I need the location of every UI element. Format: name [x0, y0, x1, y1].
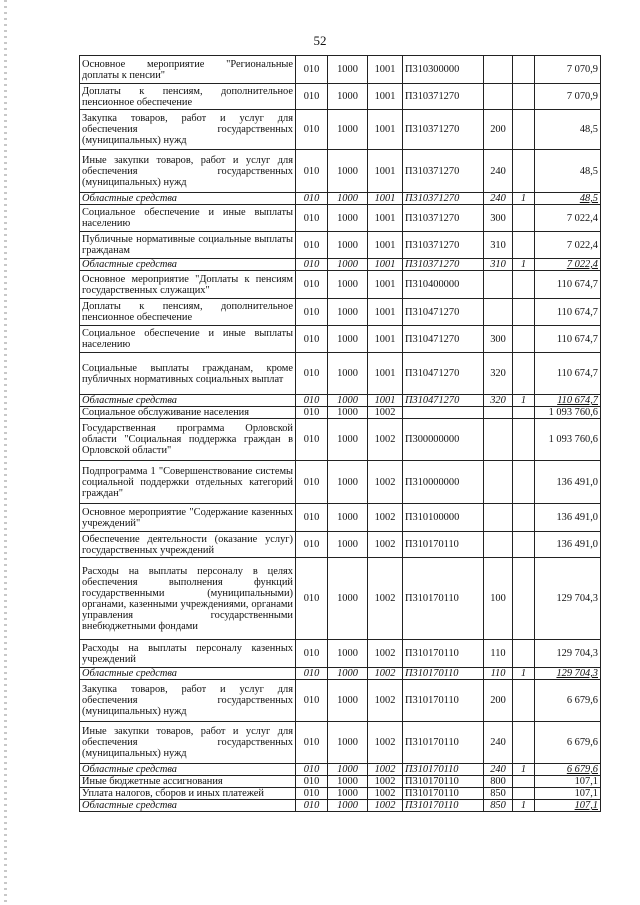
row-name: Областные средства [80, 259, 296, 271]
row-amount: 107,1 [535, 788, 601, 800]
row-expense-type [484, 271, 513, 299]
row-amount: 136 491,0 [535, 461, 601, 504]
row-expense-type: 110 [484, 640, 513, 668]
row-subsection-code: 1002 [368, 722, 403, 764]
row-funding-source [513, 776, 535, 788]
row-target-article: П310100000 [403, 504, 484, 532]
table-row [80, 110, 601, 150]
row-name: Иные закупки товаров, работ и услуг для обеспечения государственных (муниципальных) нужд [80, 722, 296, 764]
row-section-code: 1000 [328, 461, 368, 504]
row-ministry-code: 010 [296, 776, 328, 788]
row-name: Иные закупки товаров, работ и услуг для обеспечения государственных (муниципальных) нужд [80, 150, 296, 193]
row-ministry-code: 010 [296, 150, 328, 193]
row-target-article: П310170110 [403, 776, 484, 788]
row-expense-type: 850 [484, 788, 513, 800]
row-target-article: П310170110 [403, 558, 484, 640]
row-expense-type [484, 407, 513, 419]
row-subsection-code: 1001 [368, 193, 403, 205]
table-row [80, 532, 601, 558]
row-expense-type: 200 [484, 110, 513, 150]
row-funding-source: 1 [513, 764, 535, 776]
row-target-article: П310170110 [403, 668, 484, 680]
row-amount: 48,5 [535, 110, 601, 150]
row-subsection-code: 1002 [368, 764, 403, 776]
row-ministry-code: 010 [296, 395, 328, 407]
table-row [80, 504, 601, 532]
row-amount: 110 674,7 [535, 353, 601, 395]
row-target-article: П310471270 [403, 326, 484, 353]
row-section-code: 1000 [328, 271, 368, 299]
row-section-code: 1000 [328, 558, 368, 640]
row-expense-type: 100 [484, 558, 513, 640]
row-expense-type: 200 [484, 680, 513, 722]
table-row [80, 407, 601, 419]
table-row [80, 299, 601, 326]
table-row [80, 461, 601, 504]
table-row [80, 395, 601, 407]
row-funding-source [513, 205, 535, 232]
row-name: Обеспечение деятельности (оказание услуг) государственных учреждений [80, 532, 296, 558]
row-expense-type: 320 [484, 395, 513, 407]
row-subsection-code: 1002 [368, 668, 403, 680]
table-row [80, 640, 601, 668]
table-row [80, 668, 601, 680]
row-funding-source [513, 461, 535, 504]
row-ministry-code: 010 [296, 110, 328, 150]
row-expense-type: 300 [484, 205, 513, 232]
row-target-article: П310471270 [403, 299, 484, 326]
row-amount: 107,1 [535, 776, 601, 788]
row-target-article: П310371270 [403, 110, 484, 150]
row-expense-type: 320 [484, 353, 513, 395]
row-amount: 48,5 [535, 150, 601, 193]
row-ministry-code: 010 [296, 205, 328, 232]
row-funding-source [513, 150, 535, 193]
row-section-code: 1000 [328, 680, 368, 722]
row-ministry-code: 010 [296, 788, 328, 800]
row-ministry-code: 010 [296, 640, 328, 668]
row-subsection-code: 1002 [368, 419, 403, 461]
table-row [80, 56, 601, 84]
table-row [80, 205, 601, 232]
row-ministry-code: 010 [296, 259, 328, 271]
row-amount: 7 022,4 [535, 259, 601, 271]
row-ministry-code: 010 [296, 504, 328, 532]
row-name: Социальное обеспечение и иные выплаты населению [80, 205, 296, 232]
row-funding-source [513, 532, 535, 558]
row-target-article: П310170110 [403, 764, 484, 776]
row-name: Иные бюджетные ассигнования [80, 776, 296, 788]
row-section-code: 1000 [328, 84, 368, 110]
row-target-article: П310000000 [403, 461, 484, 504]
page-number: 52 [313, 33, 327, 48]
row-name: Публичные нормативные социальные выплаты гражданам [80, 232, 296, 259]
row-expense-type [484, 532, 513, 558]
table-row [80, 680, 601, 722]
row-expense-type: 240 [484, 764, 513, 776]
row-funding-source: 1 [513, 193, 535, 205]
row-amount: 6 679,6 [535, 764, 601, 776]
row-section-code: 1000 [328, 232, 368, 259]
row-target-article: П310371270 [403, 205, 484, 232]
row-funding-source [513, 326, 535, 353]
row-amount: 7 070,9 [535, 56, 601, 84]
row-target-article: П310170110 [403, 800, 484, 812]
row-amount: 107,1 [535, 800, 601, 812]
row-subsection-code: 1001 [368, 271, 403, 299]
row-amount: 7 022,4 [535, 232, 601, 259]
table-row [80, 558, 601, 640]
row-ministry-code: 010 [296, 326, 328, 353]
row-funding-source [513, 110, 535, 150]
row-amount: 110 674,7 [535, 395, 601, 407]
row-name: Областные средства [80, 193, 296, 205]
row-ministry-code: 010 [296, 299, 328, 326]
row-section-code: 1000 [328, 722, 368, 764]
row-section-code: 1000 [328, 800, 368, 812]
row-section-code: 1000 [328, 668, 368, 680]
table-row [80, 419, 601, 461]
row-ministry-code: 010 [296, 668, 328, 680]
table-row [80, 84, 601, 110]
row-expense-type: 110 [484, 668, 513, 680]
row-section-code: 1000 [328, 395, 368, 407]
row-funding-source [513, 419, 535, 461]
row-expense-type: 800 [484, 776, 513, 788]
row-ministry-code: 010 [296, 532, 328, 558]
table-row [80, 326, 601, 353]
row-name: Областные средства [80, 800, 296, 812]
row-funding-source [513, 299, 535, 326]
row-target-article: П310170110 [403, 680, 484, 722]
row-expense-type [484, 419, 513, 461]
row-expense-type: 850 [484, 800, 513, 812]
row-expense-type: 310 [484, 259, 513, 271]
row-section-code: 1000 [328, 353, 368, 395]
row-expense-type [484, 299, 513, 326]
row-subsection-code: 1001 [368, 150, 403, 193]
row-ministry-code: 010 [296, 353, 328, 395]
row-name: Подпрограмма 1 "Совершенствование системы социальной поддержки отдельных категорий граждан" [80, 461, 296, 504]
row-expense-type: 310 [484, 232, 513, 259]
row-expense-type [484, 56, 513, 84]
row-target-article: П310170110 [403, 640, 484, 668]
table-row [80, 259, 601, 271]
row-amount: 1 093 760,6 [535, 419, 601, 461]
table-row [80, 150, 601, 193]
row-name: Уплата налогов, сборов и иных платежей [80, 788, 296, 800]
row-subsection-code: 1001 [368, 84, 403, 110]
row-subsection-code: 1002 [368, 680, 403, 722]
row-name: Социальное обслуживание населения [80, 407, 296, 419]
row-target-article: П310371270 [403, 193, 484, 205]
row-ministry-code: 010 [296, 419, 328, 461]
row-ministry-code: 010 [296, 800, 328, 812]
row-amount: 110 674,7 [535, 271, 601, 299]
table-row [80, 271, 601, 299]
row-section-code: 1000 [328, 407, 368, 419]
row-funding-source: 1 [513, 259, 535, 271]
table-row [80, 232, 601, 259]
row-funding-source [513, 271, 535, 299]
row-expense-type [484, 504, 513, 532]
row-target-article: П310170110 [403, 788, 484, 800]
row-subsection-code: 1001 [368, 56, 403, 84]
table-row [80, 353, 601, 395]
row-name: Доплаты к пенсиям, дополнительное пенсионное обеспечение [80, 84, 296, 110]
row-ministry-code: 010 [296, 722, 328, 764]
row-name: Доплаты к пенсиям, дополнительное пенсионное обеспечение [80, 299, 296, 326]
row-subsection-code: 1002 [368, 788, 403, 800]
row-name: Закупка товаров, работ и услуг для обеспечения государственных (муниципальных) нужд [80, 680, 296, 722]
row-subsection-code: 1001 [368, 395, 403, 407]
row-ministry-code: 010 [296, 764, 328, 776]
row-funding-source [513, 680, 535, 722]
row-funding-source [513, 788, 535, 800]
row-subsection-code: 1002 [368, 532, 403, 558]
row-amount: 7 070,9 [535, 84, 601, 110]
row-name: Основное мероприятие "Доплаты к пенсиям государственных служащих" [80, 271, 296, 299]
row-target-article: П310400000 [403, 271, 484, 299]
row-section-code: 1000 [328, 150, 368, 193]
row-section-code: 1000 [328, 326, 368, 353]
row-funding-source [513, 56, 535, 84]
row-section-code: 1000 [328, 764, 368, 776]
table-row [80, 193, 601, 205]
row-subsection-code: 1002 [368, 461, 403, 504]
row-subsection-code: 1002 [368, 800, 403, 812]
row-expense-type: 240 [484, 193, 513, 205]
row-amount: 110 674,7 [535, 326, 601, 353]
row-ministry-code: 010 [296, 407, 328, 419]
row-target-article: П310471270 [403, 395, 484, 407]
row-target-article: П300000000 [403, 419, 484, 461]
row-target-article: П310371270 [403, 150, 484, 193]
row-funding-source [513, 558, 535, 640]
row-amount: 48,5 [535, 193, 601, 205]
row-funding-source: 1 [513, 668, 535, 680]
row-section-code: 1000 [328, 110, 368, 150]
row-target-article: П310471270 [403, 353, 484, 395]
row-subsection-code: 1002 [368, 640, 403, 668]
row-section-code: 1000 [328, 640, 368, 668]
row-funding-source [513, 407, 535, 419]
table-row [80, 800, 601, 812]
row-amount: 1 093 760,6 [535, 407, 601, 419]
row-expense-type [484, 84, 513, 110]
row-section-code: 1000 [328, 504, 368, 532]
row-funding-source: 1 [513, 395, 535, 407]
row-subsection-code: 1001 [368, 205, 403, 232]
row-target-article: П310371270 [403, 232, 484, 259]
row-subsection-code: 1001 [368, 353, 403, 395]
scan-binding-edge [4, 0, 7, 905]
row-name: Социальное обеспечение и иные выплаты населению [80, 326, 296, 353]
row-ministry-code: 010 [296, 461, 328, 504]
row-name: Расходы на выплаты персоналу казенных учреждений [80, 640, 296, 668]
row-target-article: П310170110 [403, 532, 484, 558]
row-funding-source: 1 [513, 800, 535, 812]
row-subsection-code: 1002 [368, 504, 403, 532]
row-amount: 129 704,3 [535, 558, 601, 640]
row-amount: 7 022,4 [535, 205, 601, 232]
table-row [80, 788, 601, 800]
row-section-code: 1000 [328, 419, 368, 461]
row-section-code: 1000 [328, 56, 368, 84]
row-subsection-code: 1001 [368, 110, 403, 150]
row-ministry-code: 010 [296, 558, 328, 640]
row-section-code: 1000 [328, 776, 368, 788]
row-subsection-code: 1002 [368, 776, 403, 788]
row-amount: 136 491,0 [535, 532, 601, 558]
row-funding-source [513, 353, 535, 395]
row-name: Социальные выплаты гражданам, кроме публичных нормативных социальных выплат [80, 353, 296, 395]
row-target-article: П310300000 [403, 56, 484, 84]
row-ministry-code: 010 [296, 56, 328, 84]
row-subsection-code: 1001 [368, 232, 403, 259]
table-row [80, 776, 601, 788]
row-amount: 136 491,0 [535, 504, 601, 532]
row-section-code: 1000 [328, 259, 368, 271]
row-ministry-code: 010 [296, 84, 328, 110]
row-section-code: 1000 [328, 299, 368, 326]
row-expense-type: 240 [484, 150, 513, 193]
row-funding-source [513, 232, 535, 259]
row-name: Областные средства [80, 668, 296, 680]
row-target-article: П310371270 [403, 84, 484, 110]
row-section-code: 1000 [328, 532, 368, 558]
row-section-code: 1000 [328, 788, 368, 800]
row-amount: 6 679,6 [535, 722, 601, 764]
row-subsection-code: 1001 [368, 259, 403, 271]
budget-table [79, 55, 601, 812]
row-ministry-code: 010 [296, 193, 328, 205]
table-row [80, 722, 601, 764]
row-subsection-code: 1002 [368, 407, 403, 419]
row-amount: 6 679,6 [535, 680, 601, 722]
row-subsection-code: 1001 [368, 326, 403, 353]
row-expense-type: 300 [484, 326, 513, 353]
row-funding-source [513, 722, 535, 764]
row-ministry-code: 010 [296, 271, 328, 299]
row-name: Закупка товаров, работ и услуг для обеспечения государственных (муниципальных) нужд [80, 110, 296, 150]
row-expense-type [484, 461, 513, 504]
table-row [80, 764, 601, 776]
row-name: Расходы на выплаты персоналу в целях обеспечения выполнения функций государственными (муниципальными) органами, казенными учреждениями, органами управления государственными внебюджетными фондами [80, 558, 296, 640]
row-section-code: 1000 [328, 193, 368, 205]
row-funding-source [513, 640, 535, 668]
row-target-article: П310371270 [403, 259, 484, 271]
row-name: Государственная программа Орловской области "Социальная поддержка граждан в Орловской области" [80, 419, 296, 461]
row-name: Областные средства [80, 395, 296, 407]
row-amount: 129 704,3 [535, 640, 601, 668]
row-funding-source [513, 84, 535, 110]
row-name: Областные средства [80, 764, 296, 776]
row-ministry-code: 010 [296, 680, 328, 722]
row-funding-source [513, 504, 535, 532]
row-ministry-code: 010 [296, 232, 328, 259]
row-name: Основное мероприятие "Региональные доплаты к пенсии" [80, 56, 296, 84]
row-amount: 129 704,3 [535, 668, 601, 680]
row-section-code: 1000 [328, 205, 368, 232]
row-expense-type: 240 [484, 722, 513, 764]
row-subsection-code: 1001 [368, 299, 403, 326]
row-target-article: П310170110 [403, 722, 484, 764]
row-subsection-code: 1002 [368, 558, 403, 640]
row-amount: 110 674,7 [535, 299, 601, 326]
row-target-article [403, 407, 484, 419]
row-name: Основное мероприятие "Содержание казенных учреждений" [80, 504, 296, 532]
